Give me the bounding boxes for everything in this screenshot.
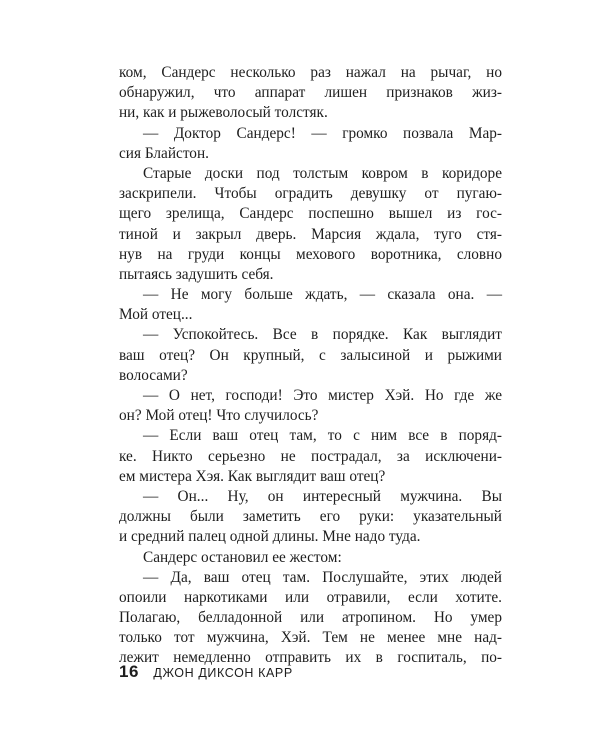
text-line: щего зрелища, Сандерс поспешно вышел из гос- [119,205,502,223]
paragraph [119,164,502,285]
text-line: и средний палец одной длины. Мне надо туда. [119,528,421,546]
page-number: 16 [119,662,139,681]
text-line: Мой отец... [119,306,193,324]
text-line: — Не могу больше ждать, — сказала она. — [143,286,502,304]
paragraph [119,63,502,124]
text-line: Сандерс остановил ее жестом: [143,548,342,566]
text-line: он? Мой отец! Что случилось? [119,407,319,425]
text-line: ваш отец? Он крупный, с залысиной и рыжими [119,346,502,364]
text-line: должны были заметить его руки: указательный [119,508,502,526]
text-line: сия Блайстон. [119,144,209,162]
text-line: — Он... Ну, он интересный мужчина. Вы [143,487,502,505]
text-line: — О нет, господи! Это мистер Хэй. Но где же [143,387,502,404]
text-line: опоили наркотиками или отравили, если хотите. [119,588,502,606]
paragraph [119,568,502,669]
text-line: пытаясь задушить себя. [119,265,274,283]
text-line: тиной и закрыл дверь. Марсия ждала, туго стя- [119,225,502,243]
paragraph [119,487,502,548]
text-line: ке. Никто серьезно не пострадал, за исключени- [119,447,502,465]
text-line: ком, Сандерс несколько раз нажал на рычаг, но [119,64,502,81]
text-line: — Если ваш отец там, то с ним все в поряд- [143,427,502,445]
paragraph [119,426,502,487]
text-line: — Успокойтесь. Все в порядке. Как выглядит [143,326,502,344]
text-line: ни, как и рыжеволосый толстяк. [119,104,328,122]
text-line: волосами? [119,366,188,384]
text-line: обнаружил, что аппарат лишен признаков жиз- [119,84,502,102]
page-footer [119,662,293,682]
text-line: ем мистера Хэя. Как выглядит ваш отец? [119,467,386,485]
paragraph [119,325,502,386]
body-text [119,63,502,669]
text-line: нув на груди концы мехового воротника, словно [119,245,502,263]
text-line: лежит немедленно отправить их в госпиталь, по- [119,649,502,667]
text-line: Старые доски под толстым ковром в коридоре [143,164,502,182]
text-line: Полагаю, белладонной или атропином. Но умер [119,609,502,627]
running-head-author: ДЖОН ДИКСОН КАРР [153,666,293,680]
text-line: — Да, ваш отец там. Послушайте, этих людей [143,568,502,586]
paragraph [119,548,502,568]
text-line: заскрипели. Чтобы оградить девушку от пугаю- [119,185,502,203]
paragraph [119,124,502,164]
text-line: только тот мужчина, Хэй. Тем не менее мне над- [119,629,502,647]
paragraph [119,386,502,426]
text-line: — Доктор Сандерс! — громко позвала Мар- [143,124,502,142]
paragraph [119,285,502,325]
